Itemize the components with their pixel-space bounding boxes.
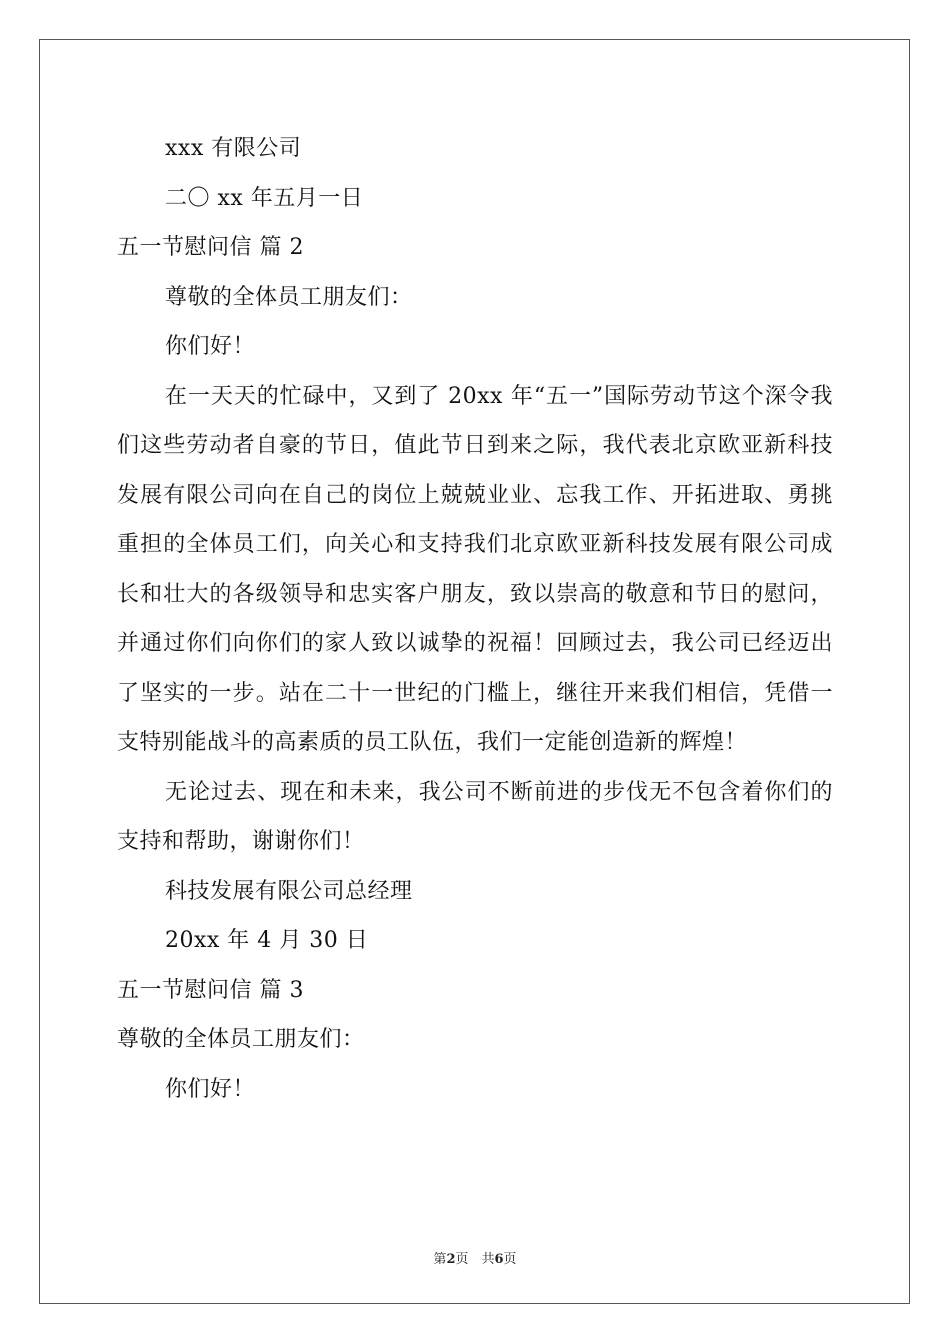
greeting-3: 你们好！ bbox=[165, 1076, 256, 1102]
page-mid: 页 共 bbox=[455, 1252, 495, 1267]
page-suffix: 页 bbox=[503, 1252, 517, 1267]
page-total: 6 bbox=[494, 1252, 504, 1267]
section-heading-3: 五一节慰问信 篇 3 bbox=[117, 977, 304, 1003]
salutation-2: 尊敬的全体员工朋友们： bbox=[165, 284, 413, 310]
body-paragraph-2b: 无论过去、现在和未来，我公司不断前进的步伐无不包含着你们的支持和帮助，谢谢你们！ bbox=[117, 779, 833, 854]
section-heading-2: 五一节慰问信 篇 2 bbox=[117, 235, 304, 260]
page-prefix: 第 bbox=[433, 1252, 447, 1267]
signature-2: 科技发展有限公司总经理 bbox=[165, 878, 413, 904]
date-line-2: 20xx 年 4 月 30 日 bbox=[165, 928, 369, 953]
body-paragraph-2a: 在一天天的忙碌中，又到了 20xx 年“五一”国际劳动节这个深令我们这些劳动者自豪的节日，值此节日到来之际，我代表北京欧亚新科技发展有限公司向在自己的岗位上兢兢业业、忘我工作、开拓进取、勇挑重担的全体员工们，向关心和支持我们北京欧亚新科技发展有限公司成长和壮大的各级领导和忠实客户朋友，致以崇高的敬意和节日的慰问，并通过你们向你们的家人致以诚挚的祝福！回顾过去，我公司已经迈出了坚实的一步。站在二十一世纪的门槛上，继往开来我们相信，凭借一支特别能战斗的高素质的员工队伍，我们一定能创造新的辉煌！ bbox=[117, 383, 833, 755]
greeting-2: 你们好！ bbox=[165, 334, 256, 359]
page-footer bbox=[0, 1248, 950, 1267]
document-body bbox=[117, 124, 833, 1114]
date-line-1: 二〇 xx 年五月一日 bbox=[165, 185, 364, 211]
page-current: 2 bbox=[446, 1252, 456, 1267]
salutation-3: 尊敬的全体员工朋友们： bbox=[117, 1027, 365, 1052]
company-line: xxx 有限公司 bbox=[165, 136, 302, 161]
